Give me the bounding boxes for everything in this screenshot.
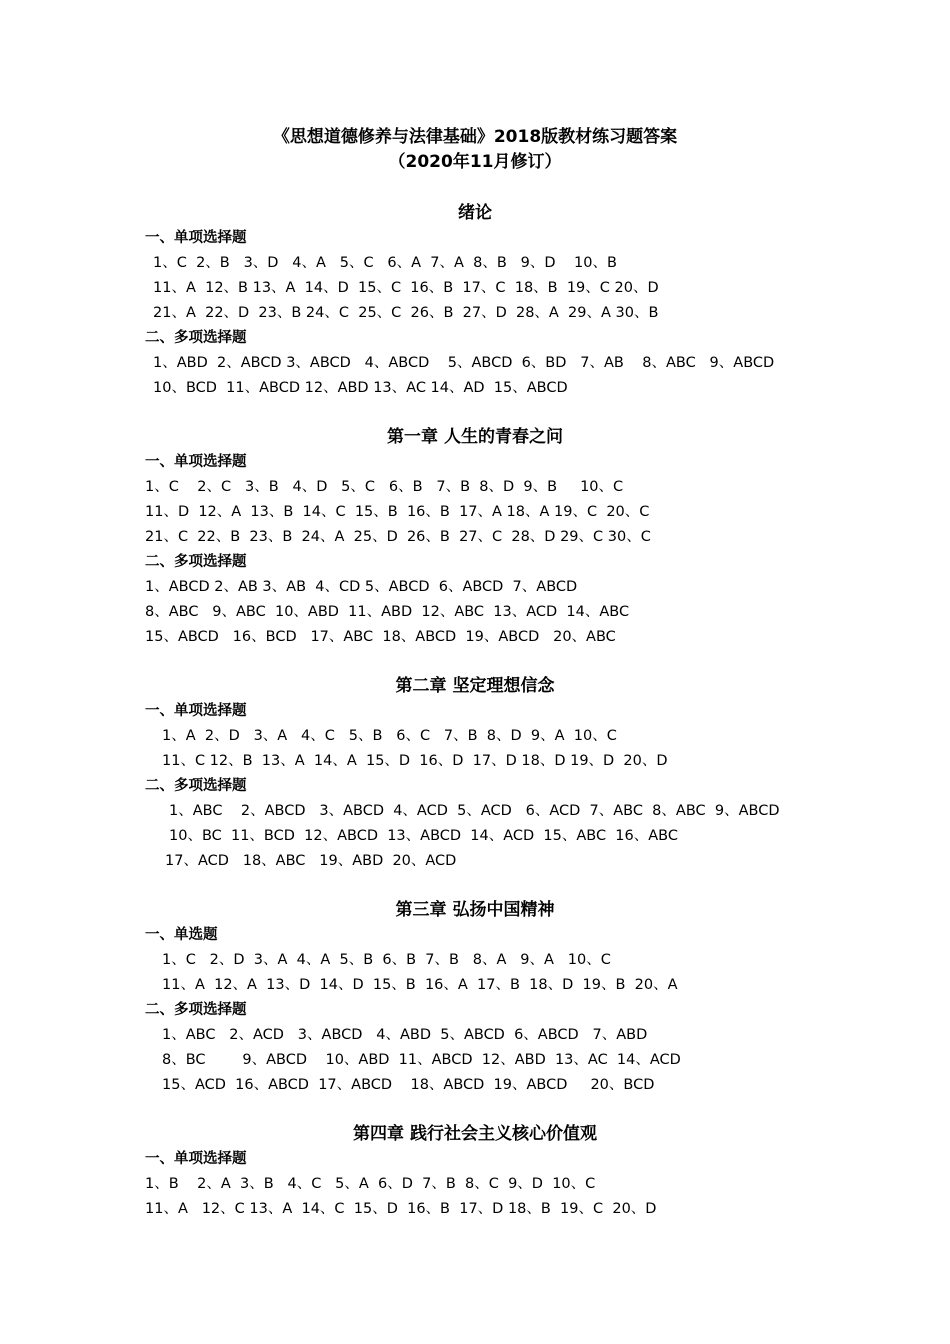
- answer-line: 15、ABCD 16、BCD 17、ABC 18、ABCD 19、ABCD 20、ABC: [145, 629, 616, 645]
- answer-line: 1、C 2、C 3、B 4、D 5、C 6、B 7、B 8、D 9、B 10、C: [145, 479, 624, 495]
- answer-line: 15、ACD 16、ABCD 17、ABCD 18、ABCD 19、ABCD 20、BCD: [162, 1077, 655, 1093]
- section-title-intro: 绪论: [458, 203, 492, 223]
- multi-choice-heading: 二、多项选择题: [145, 330, 247, 346]
- answer-line: 1、C 2、B 3、D 4、A 5、C 6、A 7、A 8、B 9、D 10、B: [153, 255, 617, 271]
- single-choice-heading: 一、单选题: [145, 927, 218, 943]
- answer-line: 11、D 12、A 13、B 14、C 15、B 16、B 17、A 18、A 19、C 20、C: [145, 504, 650, 520]
- answer-line: 1、ABD 2、ABCD 3、ABCD 4、ABCD 5、ABCD 6、BD 7、AB 8、ABC 9、ABCD: [153, 355, 775, 371]
- answer-line: 11、A 12、C 13、A 14、C 15、D 16、B 17、D 18、B 19、C 20、D: [145, 1201, 657, 1217]
- answer-line: 11、A 12、A 13、D 14、D 15、B 16、A 17、B 18、D 19、B 20、A: [162, 977, 678, 993]
- answer-line: 21、C 22、B 23、B 24、A 25、D 26、B 27、C 28、D 29、C 30、C: [145, 529, 651, 545]
- section-title-chapter-3: 第三章 弘扬中国精神: [395, 900, 555, 920]
- answer-line: 10、BC 11、BCD 12、ABCD 13、ABCD 14、ACD 15、ABC 16、ABC: [169, 828, 678, 844]
- section-title-chapter-1: 第一章 人生的青春之问: [387, 427, 563, 447]
- answer-line: 8、ABC 9、ABC 10、ABD 11、ABD 12、ABC 13、ACD 14、ABC: [145, 604, 630, 620]
- answer-line: 8、BC 9、ABCD 10、ABD 11、ABCD 12、ABD 13、AC 14、ACD: [162, 1052, 681, 1068]
- answer-line: 1、ABC 2、ACD 3、ABCD 4、ABD 5、ABCD 6、ABCD 7、ABD: [162, 1027, 648, 1043]
- answer-line: 11、C 12、B 13、A 14、A 15、D 16、D 17、D 18、D 19、D 20、D: [162, 753, 668, 769]
- multi-choice-heading: 二、多项选择题: [145, 554, 247, 570]
- section-title-chapter-4: 第四章 践行社会主义核心价值观: [353, 1124, 597, 1144]
- single-choice-heading: 一、单项选择题: [145, 454, 247, 470]
- answer-line: 1、B 2、A 3、B 4、C 5、A 6、D 7、B 8、C 9、D 10、C: [145, 1176, 596, 1192]
- answer-line: 1、ABC 2、ABCD 3、ABCD 4、ACD 5、ACD 6、ACD 7、ABC 8、ABC 9、ABCD: [169, 803, 780, 819]
- answer-line: 10、BCD 11、ABCD 12、ABD 13、AC 14、AD 15、ABCD: [153, 380, 568, 396]
- single-choice-heading: 一、单项选择题: [145, 230, 247, 246]
- answer-line: 17、ACD 18、ABC 19、ABD 20、ACD: [165, 853, 457, 869]
- answer-line: 1、A 2、D 3、A 4、C 5、B 6、C 7、B 8、D 9、A 10、C: [162, 728, 617, 744]
- answer-line: 21、A 22、D 23、B 24、C 25、C 26、B 27、D 28、A 29、A 30、B: [153, 305, 659, 321]
- answer-line: 1、ABCD 2、AB 3、AB 4、CD 5、ABCD 6、ABCD 7、ABCD: [145, 579, 578, 595]
- answer-line: 11、A 12、B 13、A 14、D 15、C 16、B 17、C 18、B 19、C 20、D: [153, 280, 659, 296]
- multi-choice-heading: 二、多项选择题: [145, 1002, 247, 1018]
- answer-line: 1、C 2、D 3、A 4、A 5、B 6、B 7、B 8、A 9、A 10、C: [162, 952, 611, 968]
- multi-choice-heading: 二、多项选择题: [145, 778, 247, 794]
- doc-title: 《思想道德修养与法律基础》2018版教材练习题答案: [272, 127, 678, 147]
- section-title-chapter-2: 第二章 坚定理想信念: [395, 676, 555, 696]
- single-choice-heading: 一、单项选择题: [145, 703, 247, 719]
- single-choice-heading: 一、单项选择题: [145, 1151, 247, 1167]
- doc-subtitle: （2020年11月修订）: [388, 152, 562, 172]
